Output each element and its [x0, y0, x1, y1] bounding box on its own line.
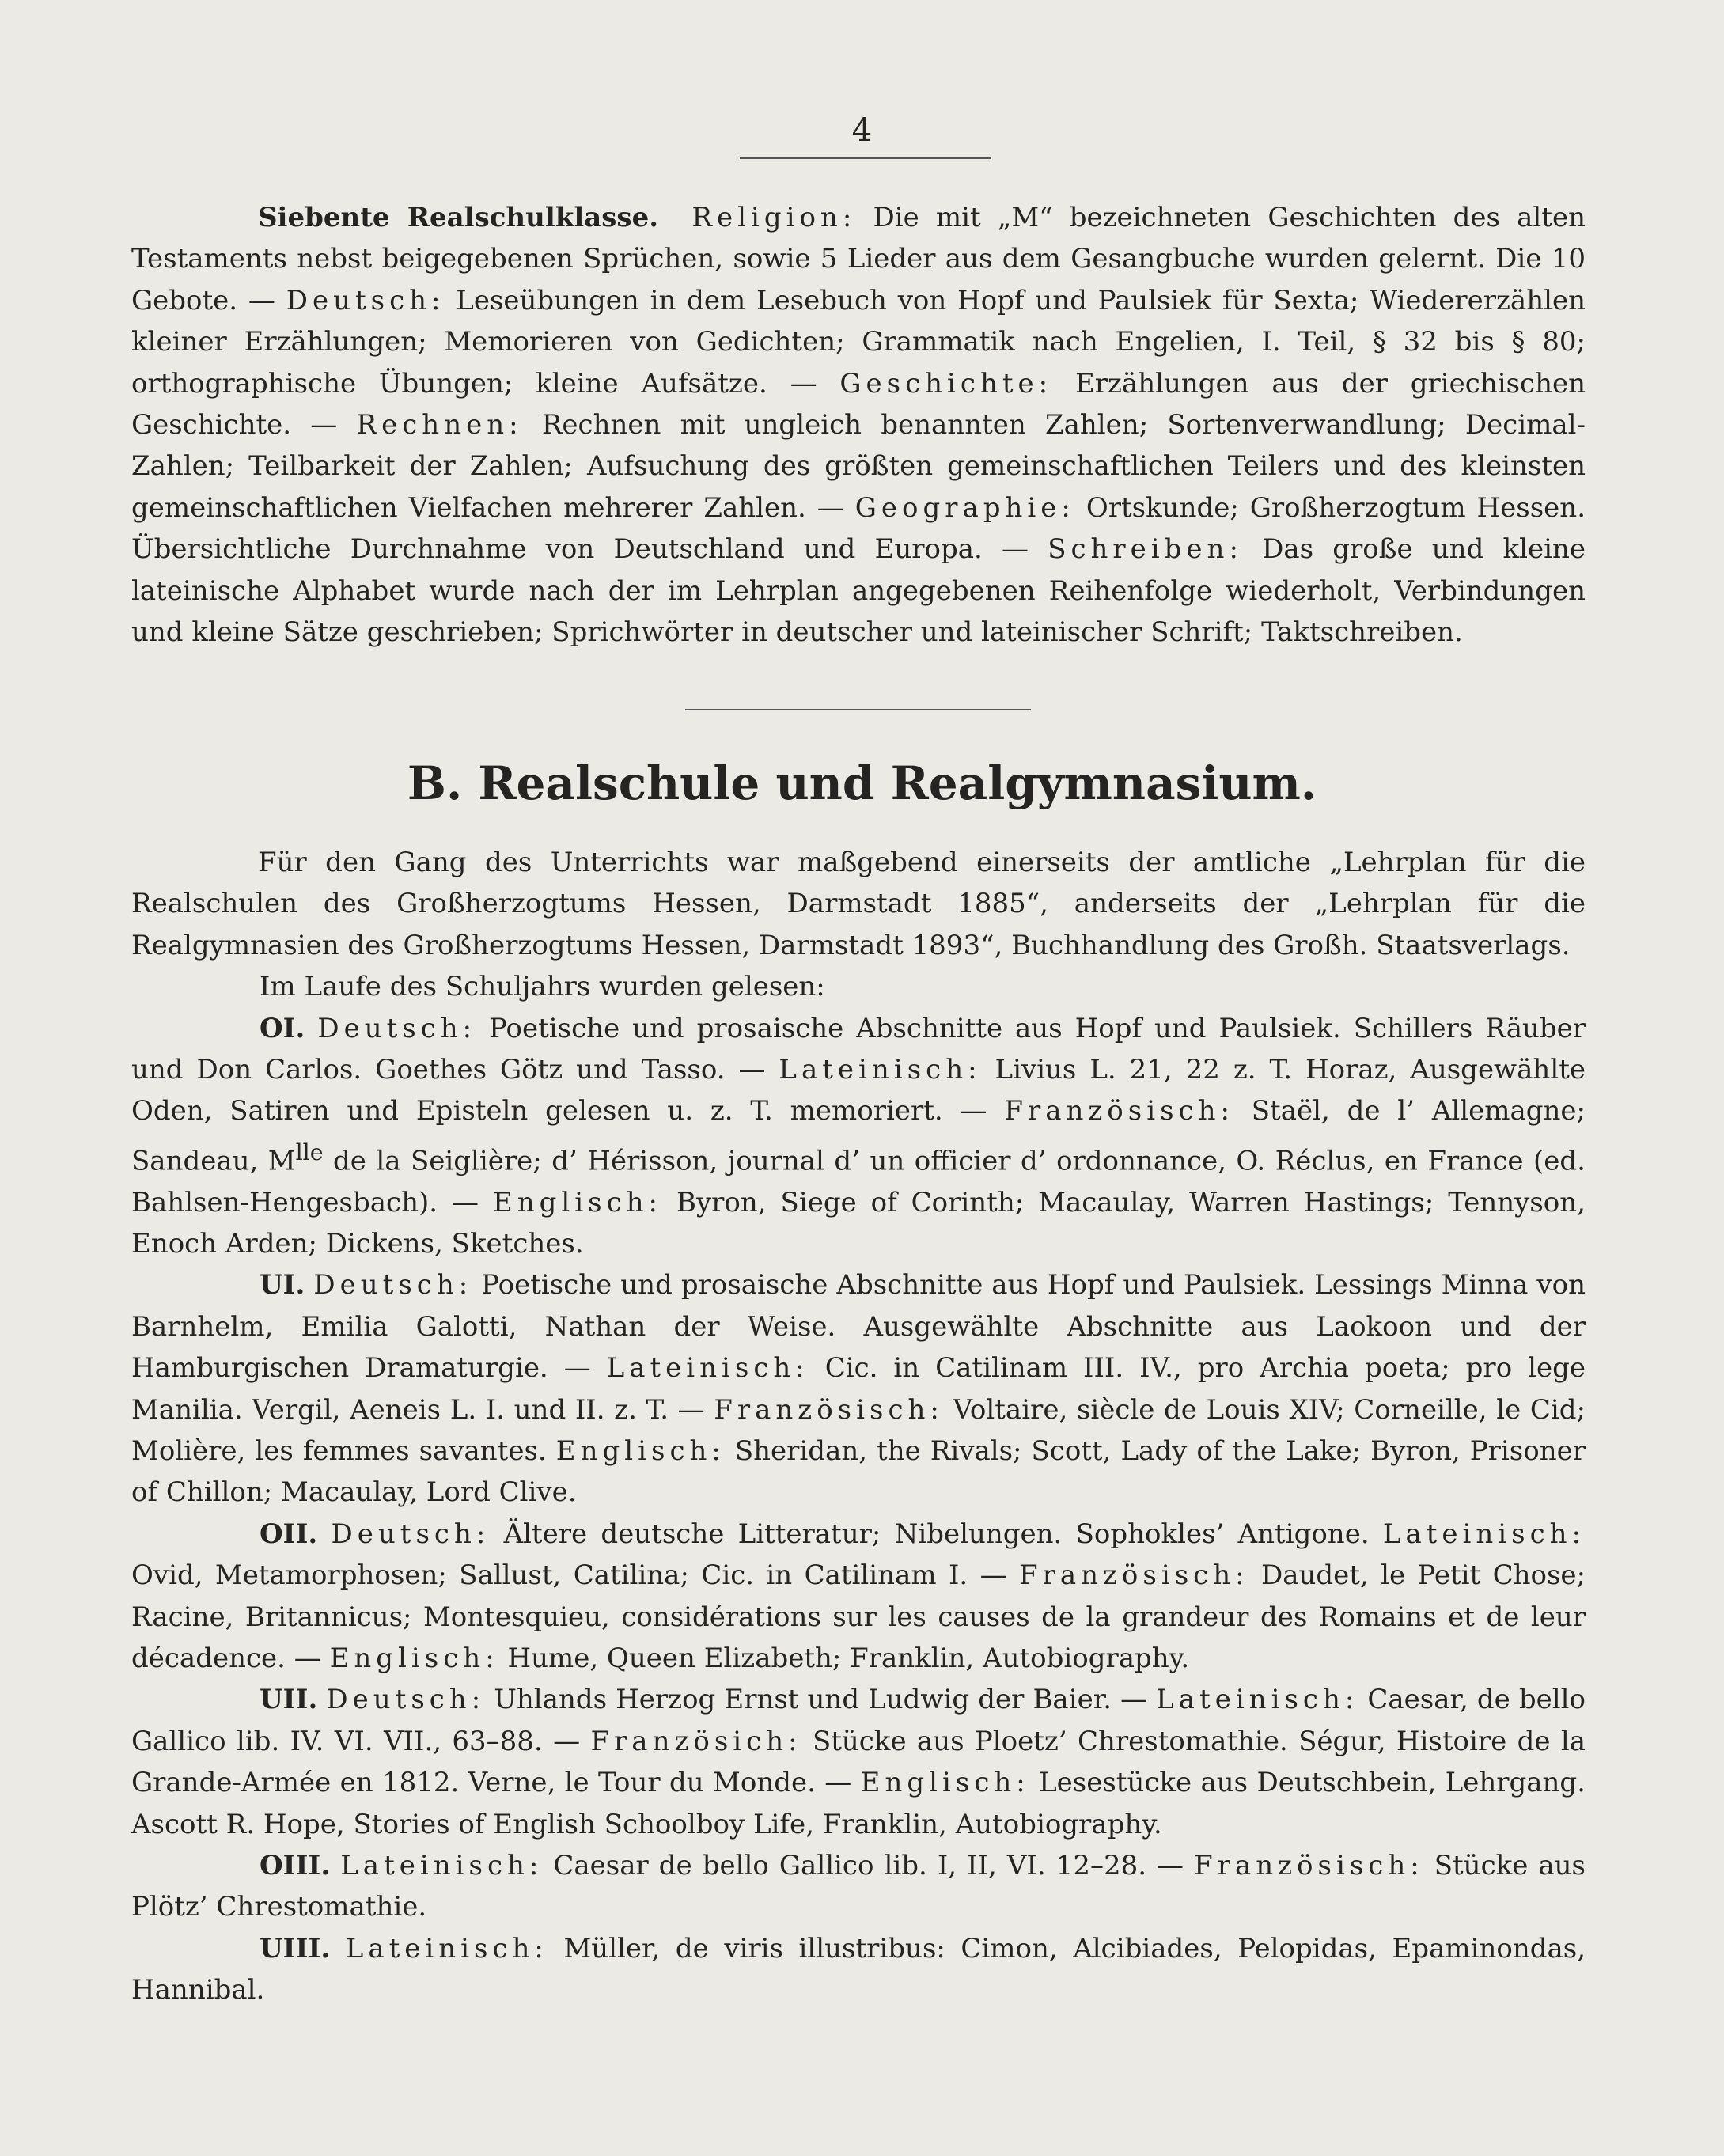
subject-englisch: Englisch: — [860, 1767, 1030, 1799]
class-label: OIII. — [260, 1850, 331, 1882]
class-label: OII. — [260, 1518, 318, 1550]
class-label: UI. — [260, 1269, 305, 1302]
class-ui: UI. Deutsch: Poetische und prosaische Abschnitte aus Hopf und Paulsiek. Lessings Minna von Barnhelm, Emilia Galotti, Nathan der Weise. Ausgewählte Abschnitte aus Laokoon und der Hamburgischen Dramaturgie. — Lateinisch: Cic. in Catilinam III. IV., pro Archia poeta; pro lege Manilia. Vergil, Aeneis L. I. und II. z. T. — Französisch: Voltaire, siècle de Louis XIV; Corneille, le Cid; Molière, les femmes savantes. Englisch: Sheridan, the Rivals; Scott, Lady of the Lake; Byron, Prisoner of Chillon; Macaulay, Lord Clive. — [131, 1269, 1586, 1509]
class-label: Siebente Realschulklasse. — [258, 202, 659, 233]
class-uiii: UIII. Lateinisch: Müller, de viris illustribus: Cimon, Alcibiades, Pelopidas, Epaminondas, Hannibal. — [131, 1932, 1586, 2006]
class-uii: UII. Deutsch: Uhlands Herzog Ernst und Ludwig der Baier. — Lateinisch: Caesar, de bello Gallico lib. IV. VI. VII., 63–88. — Französich: Stücke aus Ploetz’ Chrestomathie. Ségur, Histoire de la Grande-Armée en 1812. Verne, le Tour du Monde. — Englisch: Lesestücke aus Deutschbein, Lehrgang. Ascott R. Hope, Stories of English Schoolboy Life, Franklin, Autobiography. — [131, 1684, 1586, 1840]
section-realschule — [131, 842, 1586, 2011]
class-label: UIII. — [260, 1932, 331, 1965]
page-number: 4 — [851, 112, 873, 149]
subject-deutsch: Deutsch: — [313, 1269, 473, 1302]
subject-deutsch: Deutsch: — [326, 1684, 486, 1716]
section-divider — [685, 709, 1031, 710]
subject-lateinisch: Lateinisch: — [779, 1054, 982, 1086]
subject-englisch: Englisch: — [329, 1643, 499, 1675]
subject-franzoesisch: Französisch: — [1004, 1095, 1234, 1127]
subject-englisch: Englisch: — [492, 1186, 663, 1218]
subject-lateinisch: Lateinisch: — [345, 1932, 548, 1965]
class-label: OI. — [260, 1012, 305, 1044]
subject-englisch: Englisch: — [555, 1435, 726, 1468]
subject-franzoesisch: Französisch: — [1019, 1559, 1249, 1592]
subject-lateinisch: Lateinisch: — [1156, 1684, 1359, 1716]
subject-schreiben: Schreiben: — [1048, 533, 1243, 566]
subject-geschichte: Geschichte: — [839, 367, 1053, 400]
class-label: UII. — [260, 1684, 318, 1716]
subject-franzoesisch: Französisch: — [714, 1393, 944, 1426]
class-oii: OII. Deutsch: Ältere deutsche Litteratur; Nibelungen. Sophokles’ Antigone. Lateinisch: Ovid, Metamorphosen; Sallust, Catilina; Cic. in Catilinam I. — Französisch: Daudet, le Petit Chose; Racine, Britannicus; Montesquieu, considérations sur les causes de la grandeur des Romains et de leur décadence. — Englisch: Hume, Queen Elizabeth; Franklin, Autobiography. — [131, 1518, 1586, 1675]
seventh-class-paragraph: Siebente Realschulklasse. Religion: Die mit „M“ bezeichneten Geschichten des alten Testaments nebst beigegebenen Sprüchen, sowie 5 Lieder aus dem Gesangbuche wurden gelernt. Die 10 Gebote. — Deutsch: Leseübungen in dem Lesebuch von Hopf und Paulsiek für Sexta; Wiedererzählen kleiner Erzählungen; Memorieren von Gedichten; Grammatik nach Engelien, I. Teil, § 32 bis § 80; orthographische Übungen; kleine Aufsätze. — Geschichte: Erzählungen aus der griechischen Geschichte. — Rechnen: Rechnen mit ungleich benannten Zahlen; Sortenverwandlung; Decimal-Zahlen; Teilbarkeit der Zahlen; Aufsuchung des größten gemeinschaftlichen Teilers und des kleinsten gemeinschaftlichen Vielfachen mehrerer Zahlen. — Geographie: Ortskunde; Großherzogtum Hessen. Übersichtliche Durchnahme von Deutschland und Europa. — Schreiben: Das große und kleine lateinische Alphabet wurde nach der im Lehrplan angegebenen Reihenfolge wiederholt, Verbindungen und kleine Sätze geschrieben; Sprichwörter in deutscher und lateinischer Schrift; Taktschreiben. — [131, 202, 1586, 649]
class-oi: OI. Deutsch: Poetische und prosaische Abschnitte aus Hopf und Paulsiek. Schillers Räuber und Don Carlos. Goethes Götz und Tasso. — Lateinisch: Livius L. 21, 22 z. T. Horaz, Ausgewählte Oden, Satiren und Episteln gelesen u. z. T. memoriert. — Französisch: Staël, de l’ Allemagne; Sandeau, $M^{lle}$ de la Seiglière; d’ Hérisson, journal d’ un officier d’ ordonnance, O. Réclus, en France (ed. Bahlsen-Hengesbach). — Englisch: Byron, Siege of Corinth; Macaulay, Warren Hastings; Tennyson, Enoch Arden; Dickens, Sketches. — [131, 1012, 1586, 1260]
subject-deutsch: Deutsch: — [331, 1518, 491, 1550]
subject-lateinisch: Lateinisch: — [1382, 1518, 1586, 1550]
subject-lateinisch: Lateinisch: — [340, 1850, 544, 1882]
subject-franzoesisch: Französich: — [590, 1725, 802, 1757]
section-seventh-class — [131, 197, 1586, 653]
intro-paragraph: Für den Gang des Unterrichts war maßgebend einerseits der amtliche „Lehrplan für die Realschulen des Großherzogtums Hessen, Darmstadt 1885“, anderseits der „Lehrplan für die Realgymnasien des Großherzogtums Hessen, Darmstadt 1893“, Buchhandlung des Großh. Staatsverlags. — [131, 847, 1586, 961]
subject-lateinisch: Lateinisch: — [606, 1352, 809, 1385]
class-oiii: OIII. Lateinisch: Caesar de bello Gallico lib. I, II, VI. 12–28. — Französisch: Stücke aus Plötz’ Chrestomathie. — [131, 1850, 1586, 1923]
top-divider — [740, 157, 991, 159]
subject-deutsch: Deutsch: — [286, 284, 445, 316]
subject-deutsch: Deutsch: — [317, 1012, 477, 1044]
section-heading: B. Realschule und Realgymnasium. — [407, 756, 1317, 810]
subject-geographie: Geographie: — [854, 491, 1075, 524]
intro-readings: Im Laufe des Schuljahrs wurden gelesen: — [260, 971, 825, 1003]
subject-rechnen: Rechnen: — [356, 409, 523, 441]
subject-religion: Religion: — [691, 202, 857, 233]
subject-franzoesisch: Französisch: — [1194, 1850, 1424, 1882]
